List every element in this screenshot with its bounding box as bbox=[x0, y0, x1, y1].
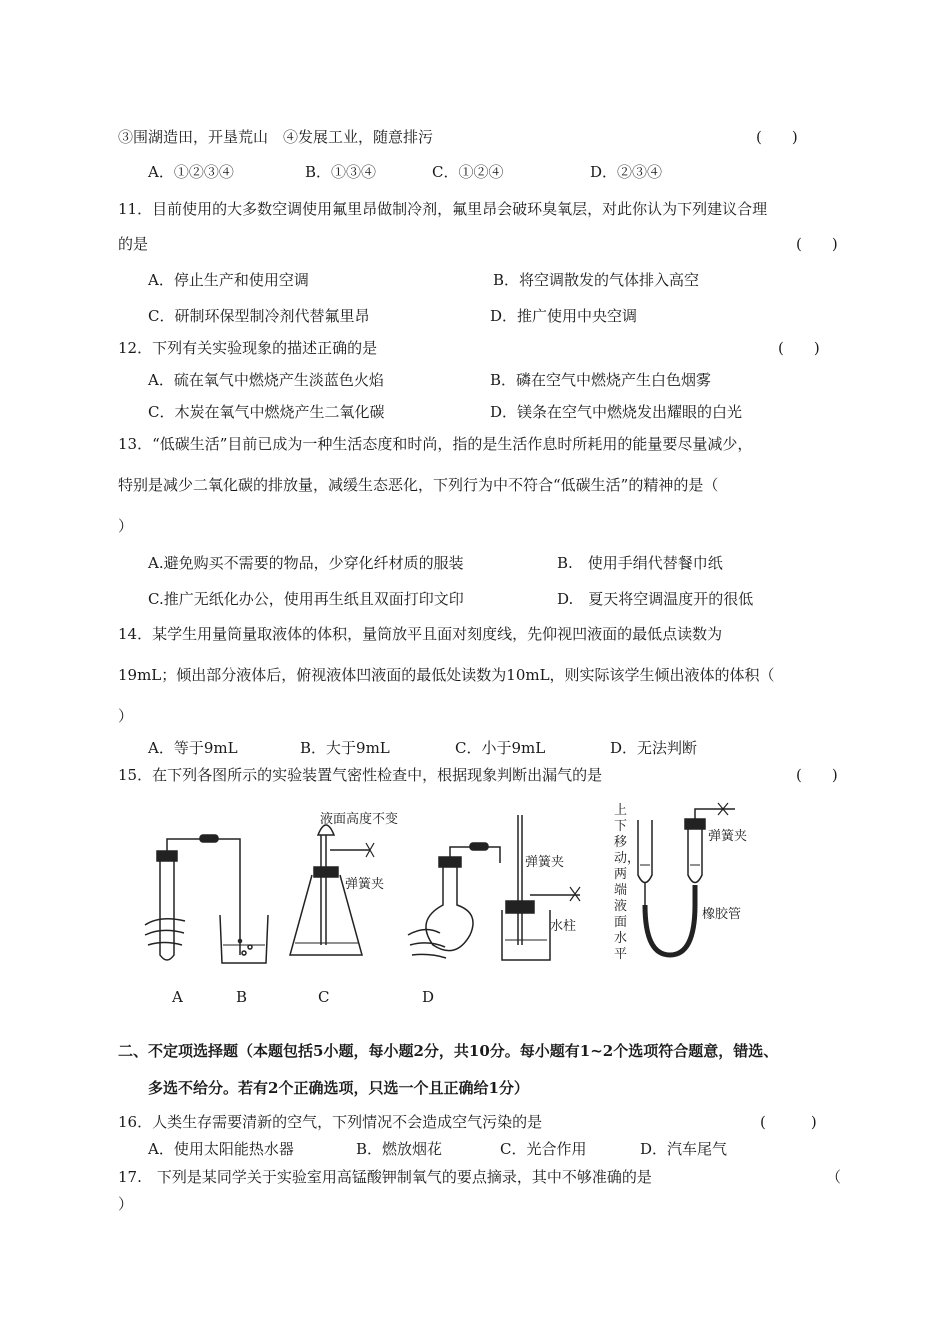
apparatus-a-clip bbox=[200, 835, 218, 842]
q12-paren: ( ) bbox=[778, 339, 820, 357]
q14-line3: ） bbox=[118, 707, 134, 725]
q17-line: 17. 下列是某同学关于实验室用高锰酸钾制氧气的要点摘录，其中不够准确的是 bbox=[118, 1168, 652, 1186]
q14-line1: 14．某学生用量筒量取液体的体积，量筒放平且面对刻度线，先仰视凹液面的最低点读数为 bbox=[118, 625, 723, 643]
q14-option-a: A．等于9mL bbox=[148, 739, 238, 757]
apparatus-e-left-tube bbox=[638, 820, 652, 883]
q13-option-a: A.避免购买不需要的物品，少穿化纤材质的服装 bbox=[148, 554, 464, 572]
q10-option-c: C．①②④ bbox=[432, 163, 504, 181]
apparatus-d-stopper bbox=[439, 857, 461, 867]
apparatus-a-tube bbox=[167, 839, 240, 955]
figure-label-b: B bbox=[236, 988, 248, 1006]
q11-option-b: B．将空调散发的气体排入高空 bbox=[493, 271, 700, 289]
q12-option-c: C．木炭在氧气中燃烧产生二氧化碳 bbox=[148, 403, 385, 421]
section2-heading-line1: 二、不定项选择题（本题包括5小题，每小题2分，共10分。每小题有1~2个选项符合题意，错选、 bbox=[118, 1042, 779, 1060]
q16-option-a: A．使用太阳能热水器 bbox=[148, 1140, 294, 1158]
q14-option-b: B．大于9mL bbox=[300, 739, 390, 757]
q15-paren: ( ) bbox=[796, 766, 838, 784]
q13-line2: 特别是减少二氧化碳的排放量，减缓生态恶化，下列行为中不符合“低碳生活”的精神的是（ bbox=[118, 476, 719, 494]
q17-line2: ） bbox=[118, 1195, 134, 1213]
q11-option-a: A．停止生产和使用空调 bbox=[148, 271, 309, 289]
annotation-clamp-e: 弹簧夹 bbox=[708, 829, 748, 844]
q16-option-d: D．汽车尾气 bbox=[640, 1140, 728, 1158]
figure-label-a: A bbox=[172, 988, 183, 1006]
q11-option-c: C．研制环保型制冷剂代替氟里昂 bbox=[148, 307, 370, 325]
apparatus-b-beaker bbox=[220, 915, 268, 963]
q10-option-a: A．①②③④ bbox=[148, 163, 234, 181]
q12-option-d: D．镁条在空气中燃烧发出耀眼的白光 bbox=[490, 403, 743, 421]
apparatus-a-stopper bbox=[157, 851, 177, 861]
q12-option-a: A．硫在氧气中燃烧产生淡蓝色火焰 bbox=[148, 371, 384, 389]
q14-option-d: D．无法判断 bbox=[610, 739, 698, 757]
figure-label-c: C bbox=[318, 988, 330, 1006]
q13-option-d: D. 夏天将空调温度开的很低 bbox=[557, 590, 754, 608]
apparatus-d-flask bbox=[426, 865, 473, 951]
q14-line2: 19mL；倾出部分液体后，俯视液体凹液面的最低处读数为10mL，则实际该学生倾出液体的体积（ bbox=[118, 666, 775, 684]
section2-heading-line2: 多选不给分。若有2个正确选项，只选一个且正确给1分） bbox=[148, 1079, 529, 1097]
annotation-liquid-level: 液面高度不变 bbox=[320, 812, 399, 827]
q16-option-b: B．燃放烟花 bbox=[356, 1140, 443, 1158]
annotation-clamp-c: 弹簧夹 bbox=[345, 877, 385, 892]
q16-paren: ( ) bbox=[760, 1113, 817, 1131]
q13-option-b: B. 使用手绢代替餐巾纸 bbox=[557, 554, 723, 572]
annotation-move-text: 上下移动，两端液面水平 bbox=[614, 803, 641, 962]
apparatus-a-hand bbox=[145, 919, 185, 945]
q11-option-d: D．推广使用中央空调 bbox=[490, 307, 638, 325]
q13-line1: 13．“低碳生活”目前已成为一种生活态度和时尚，指的是生活作息时所耗用的能量要尽量减少， bbox=[118, 435, 753, 453]
q10-paren: ( ) bbox=[756, 128, 798, 146]
q10-option-d: D．②③④ bbox=[590, 163, 663, 181]
apparatus-d2-flask bbox=[502, 910, 550, 960]
annotation-rubber-tube: 橡胶管 bbox=[702, 907, 742, 922]
annotation-water-column: 水柱 bbox=[550, 919, 577, 934]
q17-paren: （ bbox=[826, 1168, 842, 1186]
apparatus-e-right-tube bbox=[688, 825, 702, 883]
q16-line: 16．人类生存需要清新的空气，下列情况不会造成空气污染的是 bbox=[118, 1113, 543, 1131]
figure-label-d: D bbox=[422, 988, 435, 1006]
q15-line: 15．在下列各图所示的实验装置气密性检查中，根据现象判断出漏气的是 bbox=[118, 766, 603, 784]
q13-line3: ） bbox=[118, 517, 134, 535]
apparatus-e-rubber-tube bbox=[645, 885, 695, 955]
q12-line: 12．下列有关实验现象的描述正确的是 bbox=[118, 339, 378, 357]
apparatus-a-test-tube bbox=[160, 855, 174, 960]
q11-paren: ( ) bbox=[796, 235, 838, 253]
q13-option-c: C.推广无纸化办公，使用再生纸且双面打印文印 bbox=[148, 590, 464, 608]
q14-option-c: C．小于9mL bbox=[455, 739, 546, 757]
q11-line1: 11．目前使用的大多数空调使用氟里昂做制冷剂，氟里昂会破环臭氧层，对此你认为下列建议合理 bbox=[118, 200, 768, 218]
q16-option-c: C．光合作用 bbox=[500, 1140, 587, 1158]
apparatus-d2-water-column bbox=[518, 815, 522, 945]
annotation-clamp-d: 弹簧夹 bbox=[525, 855, 565, 870]
q11-line2: 的是 bbox=[118, 235, 149, 253]
q10-line: ③围湖造田，开垦荒山 ④发展工业，随意排污 bbox=[118, 128, 434, 146]
q15-apparatus-figure bbox=[140, 795, 780, 1020]
q10-option-b: B．①③④ bbox=[305, 163, 377, 181]
q12-option-b: B．磷在空气中燃烧产生白色烟雾 bbox=[490, 371, 712, 389]
